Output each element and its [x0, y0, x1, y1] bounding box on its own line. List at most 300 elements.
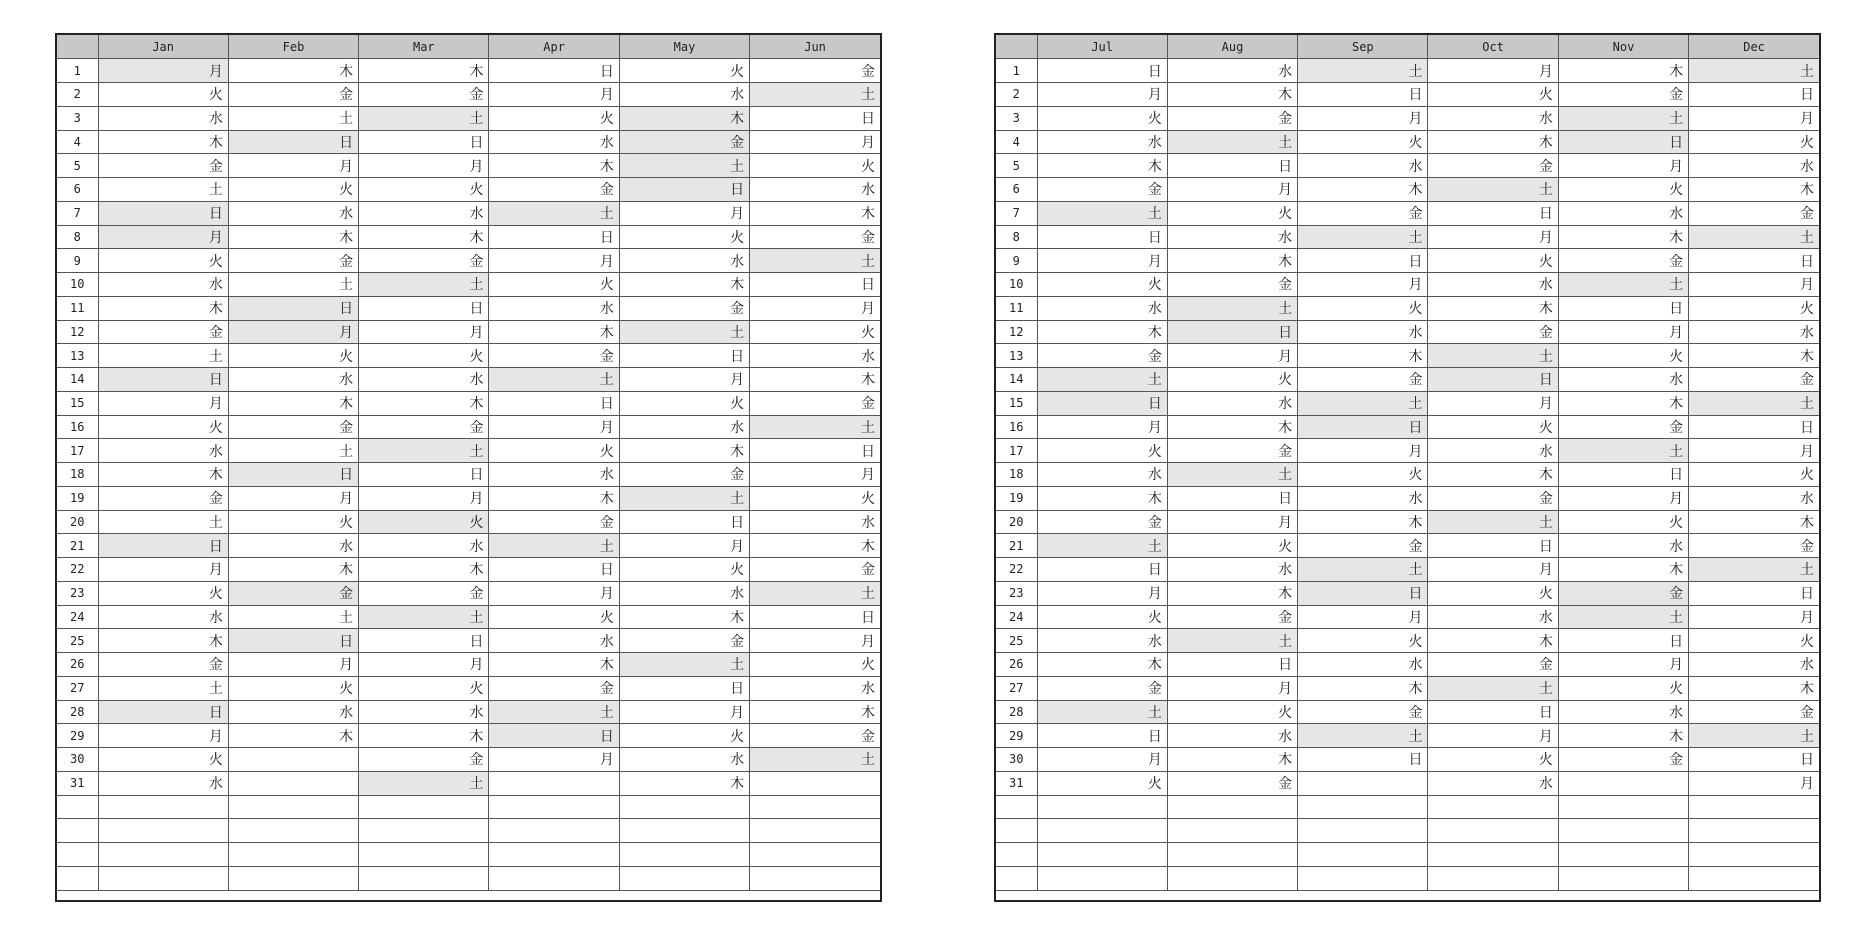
day-row: [996, 154, 1819, 178]
weekday-cell-apr: 水: [489, 629, 619, 653]
weekday-cell-may: 月: [619, 700, 749, 724]
weekday-cell-jun: 水: [750, 510, 880, 534]
weekday-cell-feb: 火: [228, 344, 358, 368]
empty-cell: [1037, 819, 1167, 843]
weekday-cell-jul: 火: [1037, 605, 1167, 629]
day-row: [996, 605, 1819, 629]
weekday-cell-jun: 金: [750, 225, 880, 249]
weekday-cell-oct: 金: [1428, 154, 1558, 178]
weekday-cell-jan: 金: [98, 154, 228, 178]
weekday-cell-oct: 日: [1428, 201, 1558, 225]
weekday-cell-mar: 金: [359, 581, 489, 605]
weekday-cell-jun: 土: [750, 249, 880, 273]
weekday-cell-feb: 月: [228, 653, 358, 677]
empty-cell: [1167, 843, 1297, 867]
day-row: [57, 653, 880, 677]
weekday-cell-may: 日: [619, 510, 749, 534]
day-number: 19: [996, 486, 1037, 510]
weekday-cell-jan: 土: [98, 676, 228, 700]
weekday-cell-aug: 土: [1167, 296, 1297, 320]
weekday-cell-apr: 水: [489, 296, 619, 320]
month-header-may: May: [619, 35, 749, 59]
weekday-cell-jan: 火: [98, 249, 228, 273]
weekday-cell-aug: 日: [1167, 320, 1297, 344]
weekday-cell-nov: 木: [1558, 59, 1688, 83]
weekday-cell-may: 水: [619, 748, 749, 772]
weekday-cell-may: 水: [619, 83, 749, 107]
weekday-cell-jun: 木: [750, 700, 880, 724]
empty-cell: [1558, 843, 1688, 867]
weekday-cell-jan: 土: [98, 178, 228, 202]
day-number: 7: [57, 201, 98, 225]
weekday-cell-jun: 月: [750, 296, 880, 320]
weekday-cell-oct: 金: [1428, 653, 1558, 677]
weekday-cell-sep: 月: [1298, 605, 1428, 629]
weekday-cell-may: 木: [619, 273, 749, 297]
day-number: 27: [57, 676, 98, 700]
empty-cell: [489, 819, 619, 843]
weekday-cell-jul: 月: [1037, 581, 1167, 605]
weekday-cell-sep: 日: [1298, 748, 1428, 772]
day-number: 31: [996, 771, 1037, 795]
weekday-cell-nov: 金: [1558, 249, 1688, 273]
weekday-cell-nov: 月: [1558, 320, 1688, 344]
weekday-cell-dec: 水: [1689, 653, 1819, 677]
weekday-cell-dec: 土: [1689, 724, 1819, 748]
weekday-cell-may: 火: [619, 59, 749, 83]
weekday-cell-jul: 月: [1037, 83, 1167, 107]
weekday-cell-may: 金: [619, 629, 749, 653]
weekday-cell-dec: 火: [1689, 130, 1819, 154]
weekday-cell-sep: 月: [1298, 273, 1428, 297]
weekday-cell-aug: 火: [1167, 201, 1297, 225]
weekday-cell-aug: 水: [1167, 391, 1297, 415]
weekday-cell-dec: 日: [1689, 748, 1819, 772]
day-number: 11: [57, 296, 98, 320]
weekday-cell-jan: 火: [98, 748, 228, 772]
weekday-cell-aug: 日: [1167, 154, 1297, 178]
weekday-cell-mar: 日: [359, 296, 489, 320]
day-row: [57, 558, 880, 582]
day-number: 5: [57, 154, 98, 178]
weekday-cell-jan: 火: [98, 83, 228, 107]
weekday-cell-mar: 土: [359, 605, 489, 629]
weekday-cell-jan: 日: [98, 201, 228, 225]
weekday-cell-jan: 月: [98, 558, 228, 582]
month-header-aug: Aug: [1167, 35, 1297, 59]
day-number: 17: [996, 439, 1037, 463]
calendar-panel-jul-dec: [994, 33, 1821, 902]
weekday-cell-jan: 月: [98, 225, 228, 249]
day-number: 20: [996, 510, 1037, 534]
weekday-cell-feb: 土: [228, 273, 358, 297]
weekday-cell-mar: 火: [359, 510, 489, 534]
weekday-cell-feb: 木: [228, 724, 358, 748]
weekday-cell-apr: 金: [489, 344, 619, 368]
day-number: 30: [996, 748, 1037, 772]
day-number: 18: [57, 463, 98, 487]
weekday-cell-apr: 金: [489, 510, 619, 534]
weekday-cell-nov: 木: [1558, 558, 1688, 582]
day-row: [996, 415, 1819, 439]
day-row: [57, 629, 880, 653]
weekday-cell-mar: 土: [359, 771, 489, 795]
weekday-cell-mar: 金: [359, 83, 489, 107]
day-row: [996, 201, 1819, 225]
day-number: 13: [996, 344, 1037, 368]
weekday-cell-jan: 金: [98, 486, 228, 510]
weekday-cell-apr: 木: [489, 653, 619, 677]
day-row: [996, 581, 1819, 605]
weekday-cell-apr: 日: [489, 391, 619, 415]
weekday-cell-sep: 水: [1298, 154, 1428, 178]
weekday-cell-mar: 木: [359, 391, 489, 415]
weekday-cell-nov: 火: [1558, 344, 1688, 368]
weekday-cell-sep: 日: [1298, 83, 1428, 107]
weekday-cell-nov: 木: [1558, 225, 1688, 249]
weekday-cell-jul: 水: [1037, 629, 1167, 653]
weekday-cell-oct: 金: [1428, 486, 1558, 510]
day-number: 20: [57, 510, 98, 534]
weekday-cell-jun: 水: [750, 178, 880, 202]
day-number: 8: [57, 225, 98, 249]
weekday-cell-nov: 金: [1558, 581, 1688, 605]
weekday-cell-nov: 水: [1558, 368, 1688, 392]
weekday-cell-mar: 金: [359, 415, 489, 439]
weekday-cell-mar: 月: [359, 653, 489, 677]
weekday-cell-nov: 水: [1558, 534, 1688, 558]
weekday-cell-may: 金: [619, 296, 749, 320]
weekday-cell-mar: 月: [359, 320, 489, 344]
day-number: 17: [57, 439, 98, 463]
empty-cell: [228, 771, 358, 795]
day-number: 12: [996, 320, 1037, 344]
weekday-cell-apr: 月: [489, 249, 619, 273]
weekday-cell-aug: 水: [1167, 724, 1297, 748]
empty-cell: [619, 866, 749, 890]
day-number: 16: [57, 415, 98, 439]
weekday-cell-may: 土: [619, 154, 749, 178]
weekday-cell-mar: 月: [359, 154, 489, 178]
weekday-cell-may: 月: [619, 201, 749, 225]
weekday-cell-dec: 木: [1689, 510, 1819, 534]
day-row: [996, 866, 1819, 890]
weekday-cell-oct: 水: [1428, 273, 1558, 297]
weekday-cell-dec: 日: [1689, 249, 1819, 273]
weekday-cell-jul: 月: [1037, 415, 1167, 439]
weekday-cell-sep: 金: [1298, 368, 1428, 392]
empty-cell: [228, 795, 358, 819]
weekday-cell-apr: 火: [489, 106, 619, 130]
month-header-row: [57, 35, 880, 59]
weekday-cell-nov: 金: [1558, 748, 1688, 772]
day-number: 26: [996, 653, 1037, 677]
day-number: 5: [996, 154, 1037, 178]
weekday-cell-jul: 木: [1037, 154, 1167, 178]
weekday-cell-dec: 水: [1689, 320, 1819, 344]
weekday-cell-mar: 日: [359, 629, 489, 653]
calendar-panel-jan-jun: [55, 33, 882, 902]
weekday-cell-nov: 日: [1558, 629, 1688, 653]
empty-cell: [98, 819, 228, 843]
month-header-dec: Dec: [1689, 35, 1819, 59]
day-row: [996, 843, 1819, 867]
empty-cell: [1298, 795, 1428, 819]
day-number: 24: [996, 605, 1037, 629]
empty-cell: [1558, 866, 1688, 890]
weekday-cell-feb: 土: [228, 605, 358, 629]
weekday-cell-sep: 木: [1298, 510, 1428, 534]
weekday-cell-jan: 土: [98, 344, 228, 368]
weekday-cell-apr: 木: [489, 154, 619, 178]
weekday-cell-jun: 土: [750, 83, 880, 107]
empty-cell: [1689, 866, 1819, 890]
weekday-cell-oct: 水: [1428, 106, 1558, 130]
day-number: 1: [996, 59, 1037, 83]
weekday-cell-jan: 木: [98, 296, 228, 320]
weekday-cell-aug: 日: [1167, 486, 1297, 510]
day-number: 12: [57, 320, 98, 344]
day-row: [57, 510, 880, 534]
weekday-cell-feb: 金: [228, 581, 358, 605]
weekday-cell-mar: 水: [359, 368, 489, 392]
empty-cell: [489, 771, 619, 795]
weekday-cell-jun: 日: [750, 273, 880, 297]
empty-cell: [359, 866, 489, 890]
weekday-cell-dec: 火: [1689, 629, 1819, 653]
day-number: 2: [57, 83, 98, 107]
weekday-cell-oct: 火: [1428, 748, 1558, 772]
weekday-cell-apr: 月: [489, 581, 619, 605]
weekday-cell-jan: 金: [98, 653, 228, 677]
weekday-cell-sep: 土: [1298, 391, 1428, 415]
weekday-cell-dec: 土: [1689, 558, 1819, 582]
day-number: [57, 866, 98, 890]
weekday-cell-dec: 金: [1689, 368, 1819, 392]
weekday-cell-apr: 水: [489, 130, 619, 154]
weekday-cell-feb: 金: [228, 249, 358, 273]
month-header-oct: Oct: [1428, 35, 1558, 59]
weekday-cell-apr: 火: [489, 273, 619, 297]
weekday-cell-feb: 水: [228, 368, 358, 392]
empty-cell: [228, 866, 358, 890]
empty-cell: [1428, 819, 1558, 843]
day-number: 23: [57, 581, 98, 605]
weekday-cell-oct: 水: [1428, 771, 1558, 795]
weekday-cell-sep: 金: [1298, 534, 1428, 558]
weekday-cell-aug: 木: [1167, 83, 1297, 107]
weekday-cell-apr: 日: [489, 558, 619, 582]
weekday-cell-nov: 日: [1558, 463, 1688, 487]
day-row: [996, 130, 1819, 154]
empty-cell: [750, 771, 880, 795]
weekday-cell-may: 火: [619, 391, 749, 415]
empty-cell: [1298, 843, 1428, 867]
day-row: [57, 486, 880, 510]
weekday-cell-may: 日: [619, 178, 749, 202]
weekday-cell-apr: 日: [489, 225, 619, 249]
day-number: 3: [996, 106, 1037, 130]
day-row: [57, 605, 880, 629]
day-row: [57, 843, 880, 867]
day-row: [57, 866, 880, 890]
weekday-cell-aug: 金: [1167, 106, 1297, 130]
weekday-cell-oct: 木: [1428, 296, 1558, 320]
weekday-cell-dec: 火: [1689, 463, 1819, 487]
weekday-cell-nov: 月: [1558, 154, 1688, 178]
weekday-cell-nov: 土: [1558, 605, 1688, 629]
weekday-cell-oct: 木: [1428, 130, 1558, 154]
weekday-cell-apr: 月: [489, 415, 619, 439]
weekday-cell-oct: 日: [1428, 368, 1558, 392]
weekday-cell-oct: 月: [1428, 225, 1558, 249]
weekday-cell-dec: 月: [1689, 771, 1819, 795]
weekday-cell-oct: 木: [1428, 463, 1558, 487]
weekday-cell-jan: 月: [98, 59, 228, 83]
day-number: 28: [57, 700, 98, 724]
empty-cell: [1558, 819, 1688, 843]
weekday-cell-feb: 日: [228, 130, 358, 154]
weekday-cell-jul: 火: [1037, 273, 1167, 297]
month-header-jul: Jul: [1037, 35, 1167, 59]
day-number: 14: [996, 368, 1037, 392]
weekday-cell-aug: 金: [1167, 771, 1297, 795]
weekday-cell-apr: 土: [489, 368, 619, 392]
day-row: [57, 748, 880, 772]
day-number: 30: [57, 748, 98, 772]
weekday-cell-may: 火: [619, 724, 749, 748]
weekday-cell-nov: 木: [1558, 391, 1688, 415]
weekday-cell-jul: 月: [1037, 249, 1167, 273]
weekday-cell-oct: 土: [1428, 178, 1558, 202]
day-number: 21: [57, 534, 98, 558]
day-row: [996, 439, 1819, 463]
day-number: 25: [996, 629, 1037, 653]
month-header-mar: Mar: [359, 35, 489, 59]
day-number: 13: [57, 344, 98, 368]
weekday-cell-mar: 土: [359, 106, 489, 130]
day-number: 16: [996, 415, 1037, 439]
day-number: 4: [996, 130, 1037, 154]
weekday-cell-feb: 金: [228, 415, 358, 439]
empty-cell: [228, 748, 358, 772]
day-row: [996, 106, 1819, 130]
day-number: [996, 866, 1037, 890]
day-row: [996, 463, 1819, 487]
weekday-cell-apr: 日: [489, 724, 619, 748]
day-row: [996, 795, 1819, 819]
empty-cell: [98, 795, 228, 819]
weekday-cell-sep: 金: [1298, 700, 1428, 724]
day-number: 2: [996, 83, 1037, 107]
empty-cell: [228, 819, 358, 843]
weekday-cell-feb: 日: [228, 463, 358, 487]
weekday-cell-dec: 日: [1689, 415, 1819, 439]
weekday-cell-sep: 火: [1298, 629, 1428, 653]
weekday-cell-oct: 日: [1428, 700, 1558, 724]
weekday-cell-jul: 土: [1037, 534, 1167, 558]
empty-cell: [1298, 771, 1428, 795]
weekday-cell-mar: 日: [359, 130, 489, 154]
weekday-cell-jan: 月: [98, 391, 228, 415]
weekday-cell-mar: 木: [359, 225, 489, 249]
empty-cell: [98, 866, 228, 890]
weekday-cell-nov: 金: [1558, 83, 1688, 107]
empty-cell: [1167, 819, 1297, 843]
day-row: [996, 368, 1819, 392]
weekday-cell-may: 木: [619, 605, 749, 629]
weekday-cell-jul: 日: [1037, 59, 1167, 83]
day-row: [57, 676, 880, 700]
weekday-cell-jun: 日: [750, 106, 880, 130]
empty-cell: [489, 795, 619, 819]
day-row: [996, 486, 1819, 510]
day-row: [996, 225, 1819, 249]
empty-cell: [1689, 795, 1819, 819]
weekday-cell-dec: 金: [1689, 534, 1819, 558]
weekday-cell-sep: 日: [1298, 581, 1428, 605]
weekday-cell-oct: 月: [1428, 59, 1558, 83]
weekday-cell-aug: 木: [1167, 748, 1297, 772]
weekday-cell-nov: 水: [1558, 201, 1688, 225]
weekday-cell-mar: 水: [359, 700, 489, 724]
weekday-cell-nov: 火: [1558, 676, 1688, 700]
day-row: [996, 534, 1819, 558]
weekday-cell-apr: 土: [489, 700, 619, 724]
weekday-cell-dec: 木: [1689, 676, 1819, 700]
weekday-cell-mar: 火: [359, 178, 489, 202]
weekday-cell-oct: 日: [1428, 534, 1558, 558]
weekday-cell-may: 木: [619, 106, 749, 130]
day-number: 19: [57, 486, 98, 510]
weekday-cell-dec: 土: [1689, 59, 1819, 83]
day-row: [57, 368, 880, 392]
weekday-cell-jan: 日: [98, 534, 228, 558]
day-row: [57, 391, 880, 415]
day-row: [57, 201, 880, 225]
day-row: [996, 510, 1819, 534]
weekday-cell-jun: 金: [750, 558, 880, 582]
weekday-cell-may: 月: [619, 534, 749, 558]
empty-cell: [1037, 795, 1167, 819]
weekday-cell-may: 土: [619, 486, 749, 510]
day-row: [996, 771, 1819, 795]
day-number: 15: [57, 391, 98, 415]
day-row: [57, 130, 880, 154]
weekday-cell-may: 木: [619, 771, 749, 795]
weekday-cell-mar: 木: [359, 558, 489, 582]
month-header-jun: Jun: [750, 35, 880, 59]
day-number: 9: [996, 249, 1037, 273]
weekday-cell-jun: 月: [750, 130, 880, 154]
weekday-cell-oct: 月: [1428, 724, 1558, 748]
weekday-cell-sep: 日: [1298, 415, 1428, 439]
weekday-cell-apr: 火: [489, 439, 619, 463]
weekday-cell-jun: 火: [750, 653, 880, 677]
weekday-cell-aug: 土: [1167, 463, 1297, 487]
day-row: [57, 225, 880, 249]
weekday-cell-feb: 木: [228, 225, 358, 249]
day-row: [996, 273, 1819, 297]
weekday-cell-dec: 土: [1689, 391, 1819, 415]
day-row: [996, 700, 1819, 724]
weekday-cell-may: 月: [619, 368, 749, 392]
day-row: [996, 320, 1819, 344]
day-row: [57, 415, 880, 439]
weekday-cell-feb: 水: [228, 534, 358, 558]
weekday-cell-dec: 木: [1689, 178, 1819, 202]
weekday-cell-jul: 日: [1037, 558, 1167, 582]
